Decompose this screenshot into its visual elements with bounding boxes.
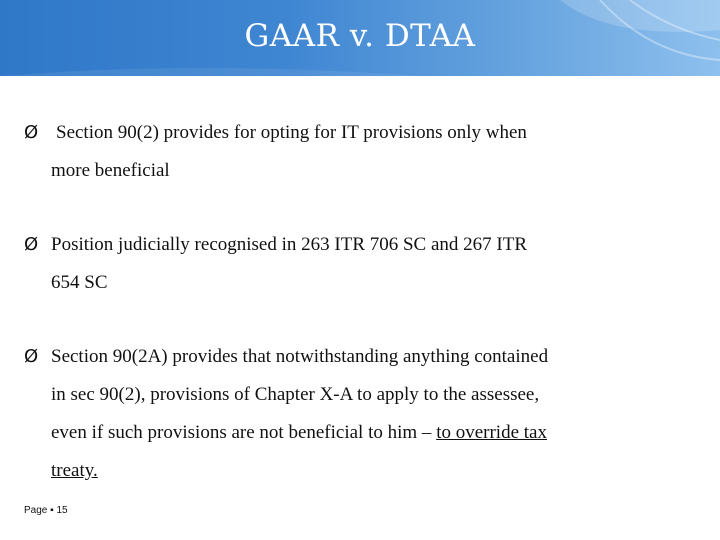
bullet-arrow-icon: Ø — [24, 122, 39, 143]
bullet-3-line-3-plain: even if such provisions are not beneficial to him – — [51, 422, 437, 443]
bullet-1-line-1: Section 90(2) provides for opting for IT provisions only when — [56, 122, 527, 143]
bullet-3-line-1: Section 90(2A) provides that notwithstanding anything contained — [51, 346, 549, 367]
bullet-3-line-3 — [51, 414, 651, 452]
bullet-2-text — [51, 226, 651, 302]
bullet-3-line-3-underlined: to override tax — [436, 422, 547, 443]
slide-title: GAAR v. DTAA — [244, 18, 476, 54]
bullet-arrow-icon: Ø — [24, 234, 39, 255]
bullet-3-line-2: in sec 90(2), provisions of Chapter X-A to apply to the assessee, — [51, 384, 540, 405]
bullet-2-line-1: Position judicially recognised in 263 ITR 706 SC and 267 ITR — [51, 234, 528, 255]
bullet-arrow-icon: Ø — [24, 346, 39, 367]
slide-header-band — [0, 0, 720, 76]
bullet-3-line-4: treaty. — [51, 460, 98, 481]
bullet-1-text — [56, 114, 656, 152]
bullet-2-line-2: 654 SC — [51, 272, 108, 293]
page-number-footer: Page ▪ 15 — [24, 505, 68, 516]
bullet-3-text — [51, 338, 651, 490]
bullet-1-line-2: more beneficial — [51, 160, 170, 181]
